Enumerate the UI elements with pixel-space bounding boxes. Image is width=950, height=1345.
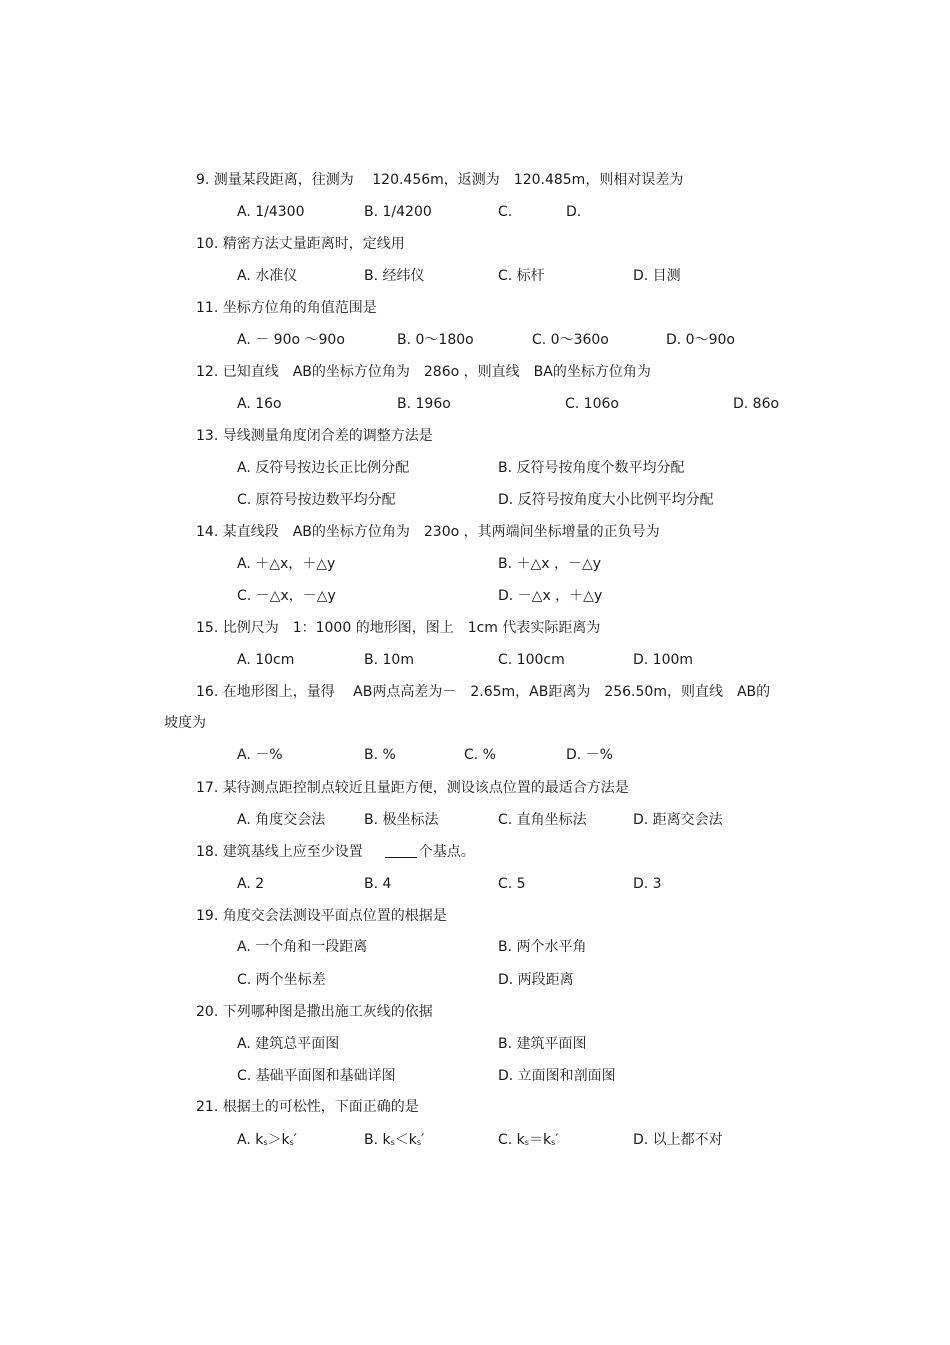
q13-option-a[interactable]: A. 反符号按边长正比例分配 xyxy=(237,460,410,476)
question-21: 21. 根据土的可松性，下面正确的是 xyxy=(196,1099,419,1115)
q21-a-sub1: s xyxy=(263,1138,268,1147)
q14-option-a[interactable]: A. ＋△x，＋△y xyxy=(237,556,336,572)
q21-option-b[interactable] xyxy=(364,1130,424,1150)
q10-option-c[interactable]: C. 标杆 xyxy=(498,268,545,284)
q14-option-d[interactable]: D. －△x ，＋△y xyxy=(498,588,603,604)
question-12: 12. 已知直线 AB的坐标方位角为 286o ，则直线 BA的坐标方位角为 xyxy=(196,364,651,380)
question-19: 19. 角度交会法测设平面点位置的根据是 xyxy=(196,908,447,924)
q13-option-c[interactable]: C. 原符号按边数平均分配 xyxy=(237,492,396,508)
q11-option-a[interactable]: A. － 90o ～90o xyxy=(237,332,345,348)
q16-option-a[interactable]: A. －% xyxy=(237,747,283,763)
q19-option-a[interactable]: A. 一个角和一段距离 xyxy=(237,939,368,955)
q13-option-b[interactable]: B. 反符号按角度个数平均分配 xyxy=(498,460,685,476)
q11-option-d[interactable]: D. 0～90o xyxy=(666,332,735,348)
q16-option-c[interactable]: C. % xyxy=(464,747,496,763)
q11-option-c[interactable]: C. 0～360o xyxy=(532,332,609,348)
question-14: 14. 某直线段 AB的坐标方位角为 230o ，其两端间坐标增量的正负号为 xyxy=(196,524,660,540)
q21-c-pre: C. k xyxy=(498,1132,525,1148)
q14-option-b[interactable]: B. ＋△x ，－△y xyxy=(498,556,602,572)
q21-a-pre: A. k xyxy=(237,1132,264,1148)
q21-b-mid: ＜k xyxy=(394,1132,417,1148)
q21-option-a[interactable] xyxy=(237,1130,297,1150)
question-16: 16. 在地形图上，量得 AB两点高差为－ 2.65m，AB距离为 256.50m，则直线 AB的 xyxy=(196,684,771,700)
q21-b-pre: B. k xyxy=(364,1132,391,1148)
q15-option-a[interactable]: A. 10cm xyxy=(237,652,295,668)
q21-b-sub2: s xyxy=(416,1138,422,1147)
q21-b-post: ′ xyxy=(421,1132,425,1148)
q15-option-b[interactable]: B. 10m xyxy=(364,652,414,668)
q21-a-mid: ＞k xyxy=(267,1132,290,1148)
q14-option-c[interactable]: C. －△x，－△y xyxy=(237,588,336,604)
q11-option-b[interactable]: B. 0～180o xyxy=(397,332,474,348)
q10-option-d[interactable]: D. 目测 xyxy=(633,268,681,284)
q12-option-d[interactable]: D. 86o xyxy=(733,396,780,412)
question-20: 20. 下列哪种图是撒出施工灰线的依据 xyxy=(196,1004,433,1020)
q18-option-a[interactable]: A. 2 xyxy=(237,876,265,892)
q9-option-c[interactable]: C. xyxy=(498,204,513,220)
q21-a-post: ′ xyxy=(293,1132,297,1148)
q12-option-a[interactable]: A. 16o xyxy=(237,396,282,412)
q21-c-post: ′ xyxy=(555,1132,559,1148)
q9-option-a[interactable]: A. 1/4300 xyxy=(237,204,305,220)
question-18 xyxy=(196,842,475,862)
q10-option-a[interactable]: A. 水准仪 xyxy=(237,268,298,284)
q21-c-mid: ＝k xyxy=(528,1132,552,1148)
fill-in-blank[interactable] xyxy=(385,843,417,858)
question-10: 10. 精密方法丈量距离时，定线用 xyxy=(196,236,405,252)
q10-option-b[interactable]: B. 经纬仪 xyxy=(364,268,425,284)
q12-option-c[interactable]: C. 106o xyxy=(565,396,619,412)
q16-option-d[interactable]: D. －% xyxy=(566,747,613,763)
q21-option-c[interactable] xyxy=(498,1130,558,1150)
q15-option-d[interactable]: D. 100m xyxy=(633,652,694,668)
q20-option-a[interactable]: A. 建筑总平面图 xyxy=(237,1036,340,1052)
question-13: 13. 导线测量角度闭合差的调整方法是 xyxy=(196,428,433,444)
q20-option-d[interactable]: D. 立面图和剖面图 xyxy=(498,1068,616,1084)
q21-c-sub1: s xyxy=(524,1138,529,1147)
q21-c-sub2: s xyxy=(551,1138,556,1147)
q18-option-d[interactable]: D. 3 xyxy=(633,876,662,892)
q18-option-b[interactable]: B. 4 xyxy=(364,876,392,892)
q16-option-b[interactable]: B. % xyxy=(364,747,396,763)
q17-option-a[interactable]: A. 角度交会法 xyxy=(237,812,326,828)
q17-option-c[interactable]: C. 直角坐标法 xyxy=(498,812,587,828)
q19-option-d[interactable]: D. 两段距离 xyxy=(498,972,574,988)
q21-b-sub1: s xyxy=(390,1138,395,1147)
q18-option-c[interactable]: C. 5 xyxy=(498,876,526,892)
q17-option-d[interactable]: D. 距离交会法 xyxy=(633,812,723,828)
q9-option-b[interactable]: B. 1/4200 xyxy=(364,204,432,220)
question-11: 11. 坐标方位角的角值范围是 xyxy=(196,300,377,316)
q12-option-b[interactable]: B. 196o xyxy=(397,396,451,412)
question-18-text-after: 个基点。 xyxy=(418,844,475,860)
q19-option-c[interactable]: C. 两个坐标差 xyxy=(237,972,326,988)
q21-a-sub2: s xyxy=(289,1138,294,1147)
q20-option-b[interactable]: B. 建筑平面图 xyxy=(498,1036,587,1052)
question-15: 15. 比例尺为 1：1000 的地形图，图上 1cm 代表实际距离为 xyxy=(196,620,601,636)
q17-option-b[interactable]: B. 极坐标法 xyxy=(364,812,439,828)
question-16-continuation: 坡度为 xyxy=(164,715,206,731)
q20-option-c[interactable]: C. 基础平面图和基础详图 xyxy=(237,1068,396,1084)
q9-option-d[interactable]: D. xyxy=(566,204,582,220)
question-17: 17. 某待测点距控制点较近且量距方便，测设该点位置的最适合方法是 xyxy=(196,780,629,796)
q15-option-c[interactable]: C. 100cm xyxy=(498,652,565,668)
question-9: 9. 测量某段距离，往测为 120.456m，返测为 120.485m，则相对误差为 xyxy=(196,172,684,188)
q21-option-d[interactable]: D. 以上都不对 xyxy=(633,1132,723,1148)
q19-option-b[interactable]: B. 两个水平角 xyxy=(498,939,587,955)
q13-option-d[interactable]: D. 反符号按角度大小比例平均分配 xyxy=(498,492,714,508)
question-18-text-before: 18. 建筑基线上应至少设置 xyxy=(196,844,363,860)
